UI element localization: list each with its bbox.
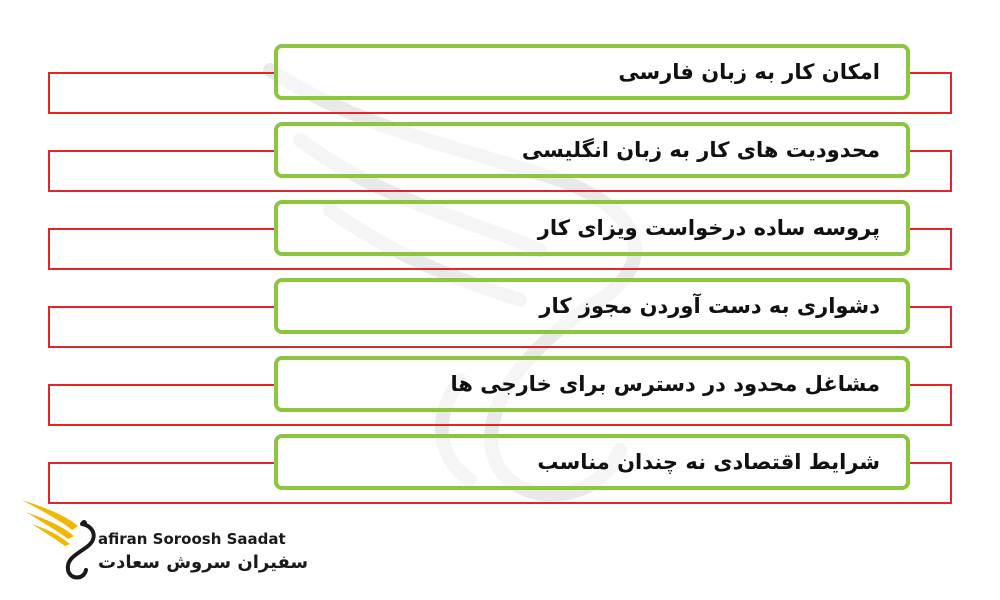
list-item [0,122,1000,182]
item-box [274,356,910,412]
item-box [274,434,910,490]
item-box [274,200,910,256]
item-box [274,122,910,178]
list-item [0,200,1000,260]
item-text: امکان کار به زبان فارسی [618,60,880,84]
item-text: شرایط اقتصادی نه چندان مناسب [537,450,880,474]
list-item [0,356,1000,416]
item-text: دشواری به دست آوردن مجوز کار [539,294,880,318]
logo-name-persian: سفیران سروش سعادت [98,552,309,573]
item-box [274,278,910,334]
list-item [0,434,1000,494]
company-logo [20,496,309,586]
logo-name-english: afiran Soroosh Saadat [98,530,286,548]
list-item [0,44,1000,104]
eagle-wing-logo-icon [20,496,100,586]
item-text: مشاغل محدود در دسترس برای خارجی ها [450,372,880,396]
list-item [0,278,1000,338]
item-text: محدودیت های کار به زبان انگلیسی [521,138,880,162]
item-text: پروسه ساده درخواست ویزای کار [537,216,880,240]
item-box [274,44,910,100]
